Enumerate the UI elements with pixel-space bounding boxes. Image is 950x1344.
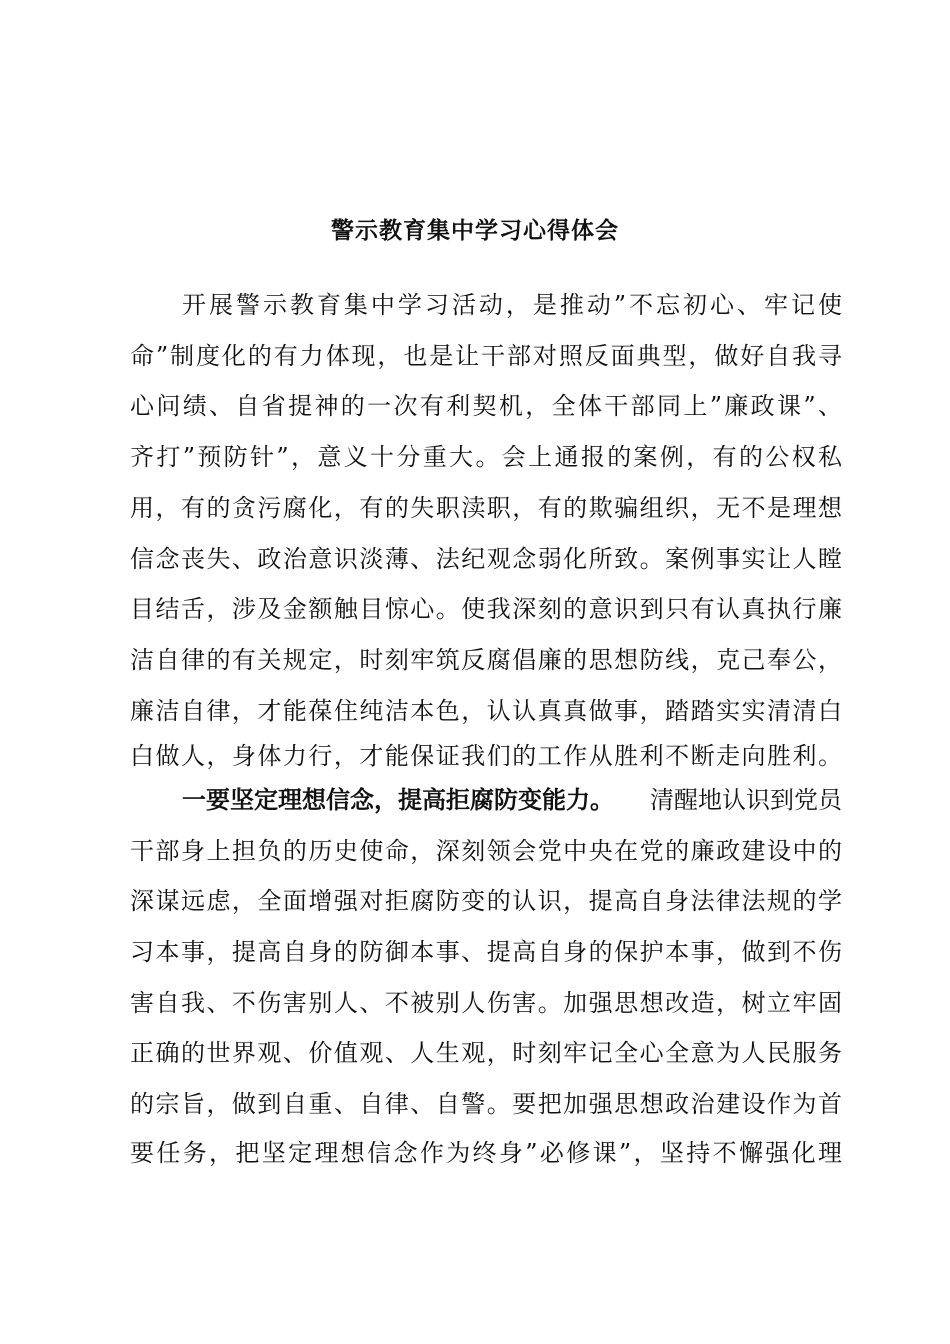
- text-line: 齐打”预防针”，意义十分重大。会上通报的案例，有的公权私: [130, 443, 842, 471]
- text-line: 信念丧失、政治意识淡薄、法纪观念弱化所致。案例事实让人瞠: [130, 545, 842, 573]
- text-line: 目结舌，涉及金额触目惊心。使我深刻的意识到只有认真执行廉: [130, 595, 842, 623]
- text-line: 廉洁自律，才能葆住纯洁本色，认认真真做事，踏踏实实清清白: [130, 697, 842, 725]
- text-line: 命”制度化的有力体现，也是让干部对照反面典型，做好自我寻: [130, 342, 842, 370]
- text-line: 深谋远虑，全面增强对拒腐防变的认识，提高自身法律法规的学: [130, 887, 842, 915]
- text-line: 用，有的贪污腐化，有的失职渎职，有的欺骗组织，无不是理想: [130, 494, 842, 522]
- text-line: 的宗旨，做到自重、自律、自警。要把加强思想政治建设作为首: [130, 1090, 842, 1118]
- section-heading: 一要坚定理想信念，提高拒腐防变能力。: [182, 785, 614, 814]
- text-line: 正确的世界观、价值观、人生观，时刻牢记全心全意为人民服务: [130, 1039, 842, 1067]
- text-line: 干部身上担负的历史使命，深刻领会党中央在党的廉政建设中的: [130, 837, 842, 865]
- text-line: 要任务，把坚定理想信念作为终身”必修课”，坚持不懈强化理: [130, 1139, 842, 1167]
- text-line: 习本事，提高自身的防御本事、提高自身的保护本事，做到不伤: [130, 938, 842, 966]
- text-line: [182, 783, 842, 817]
- text-run: 清醒地认识到党员: [650, 786, 842, 814]
- text-line: 开展警示教育集中学习活动，是推动”不忘初心、牢记使: [182, 291, 842, 319]
- text-line: 洁自律的有关规定，时刻牢筑反腐倡廉的思想防线，克己奉公，: [130, 646, 842, 674]
- text-line: 白做人，身体力行，才能保证我们的工作从胜利不断走向胜利。: [130, 742, 842, 770]
- text-line: 心问绩、自省提神的一次有利契机，全体干部同上”廉政课”、: [130, 392, 842, 420]
- text-line: 害自我、不伤害别人、不被别人伤害。加强思想改造，树立牢固: [130, 989, 842, 1017]
- document-title: 警示教育集中学习心得体会: [331, 217, 619, 244]
